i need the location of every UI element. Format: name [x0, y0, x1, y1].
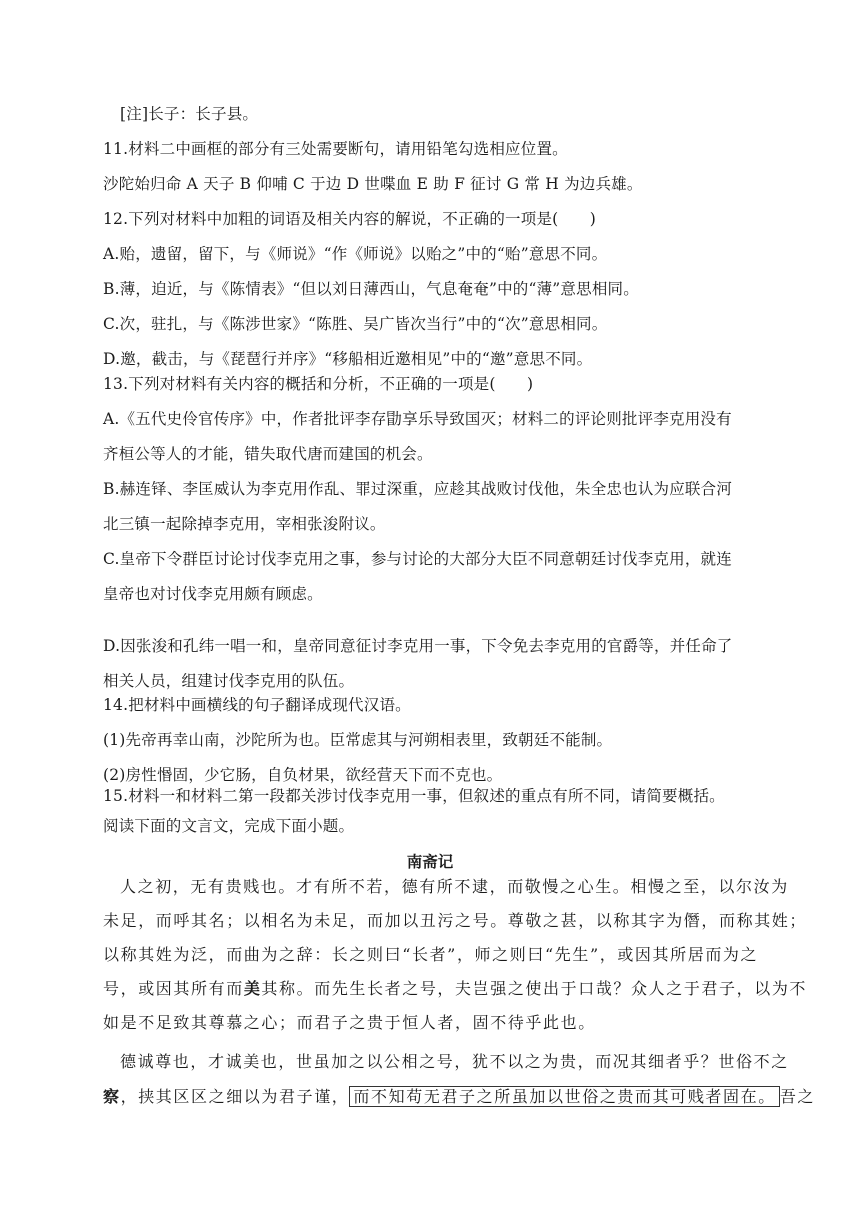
boxed-sentence: 而不知苟无君子之所虽加以世俗之贵而其可贱者固在。: [349, 1086, 779, 1107]
passage-p1-line4: [103, 979, 807, 999]
question-13-option-a-line1: A.《五代史伶官传序》中，作者批评李存勖享乐导致国灭；材料二的评论则批评李克用没有: [103, 410, 732, 428]
question-13-option-b-line2: 北三镇一起除掉李克用，宰相张浚附议。: [103, 515, 386, 533]
reading-instruction: 阅读下面的文言文，完成下面小题。: [103, 817, 355, 835]
passage-p2-line2: [103, 1087, 815, 1107]
question-15-stem: 15.材料一和材料二第一段都关涉讨伐李克用一事，但叙述的重点有所不同，请简要概括。: [103, 787, 725, 805]
passage-p2-line1: 德诚尊也，才诚美也，世虽加之以公相之号，犹不以之为贵，而况其细者乎？世俗不之: [120, 1052, 789, 1071]
passage-p1-line4-pre: 号，或因其所有而: [103, 979, 244, 998]
question-14-sentence-1: (1)先帝再幸山南，沙陀所为也。臣常虑其与河朔相表里，致朝廷不能制。: [103, 731, 613, 749]
question-13-option-b-line1: B.赫连铎、李匡威认为李克用作乱、罪过深重，应趁其战败讨伐他，朱全忠也认为应联合河: [103, 480, 733, 498]
passage-p1-line5: 如是不足致其尊慕之心；而君子之贵于恒人者，固不待乎此也。: [103, 1013, 596, 1032]
question-13-option-d-line1: D.因张浚和孔纬一唱一和，皇帝同意征讨李克用一事，下令免去李克用的官爵等，并任命了: [103, 637, 733, 655]
passage-p1-line1: 人之初，无有贵贱也。才有所不若，德有所不逮，而敬慢之心生。相慢之至，以尔汝为: [120, 877, 789, 896]
question-12-option-d: D.邀，截击，与《琵琶行并序》“移船相近邀相见”中的“邀”意思不同。: [103, 350, 593, 368]
passage-title: 南斋记: [406, 852, 454, 871]
question-14-sentence-2: (2)房性惽固，少它肠，自负材果，欲经营天下而不克也。: [103, 766, 503, 784]
question-12-stem: 12.下列对材料中加粗的词语及相关内容的解说，不正确的一项是( ): [103, 210, 597, 228]
note-text: [注]长子：长子县。: [120, 105, 259, 123]
passage-p1-line4-post: 其称。而先生长者之号，夫岂强之使出于口哉？众人之于君子，以为不: [261, 979, 808, 998]
passage-p2-line2-pre: ，挟其区区之细以为君子谨，: [120, 1087, 350, 1106]
question-13-option-d-line2: 相关人员，组建讨伐李克用的队伍。: [103, 672, 355, 690]
question-13-option-a-line2: 齐桓公等人的才能，错失取代唐而建国的机会。: [103, 445, 433, 463]
passage-p1-line3: 以称其姓为泛，而曲为之辞：长之则曰“长者”，师之则曰“先生”，或因其所居而为之: [103, 945, 759, 964]
passage-p2-line2-post: 吾之: [779, 1087, 816, 1106]
question-12-option-b: B.薄，迫近，与《陈情表》“但以刘日薄西山，气息奄奄”中的“薄”意思相同。: [103, 280, 639, 298]
question-12-option-a: A.贻，遗留，留下，与《师说》“作《师说》以贻之”中的“贻”意思不同。: [103, 245, 608, 263]
bold-word-mei: 美: [243, 979, 262, 998]
question-14-stem: 14.把材料中画横线的句子翻译成现代汉语。: [103, 696, 411, 714]
question-11-stem: 11.材料二中画框的部分有三处需要断句，请用铅笔勾选相应位置。: [103, 140, 568, 158]
question-13-stem: 13.下列对材料有关内容的概括和分析，不正确的一项是( ): [103, 375, 534, 393]
question-13-option-c-line1: C.皇帝下令群臣讨论讨伐李克用之事，参与讨论的大部分大臣不同意朝廷讨伐李克用，就连: [103, 550, 732, 568]
question-12-option-c: C.次，驻扎，与《陈涉世家》“陈胜、吴广皆次当行”中的“次”意思相同。: [103, 315, 608, 333]
question-13-option-c-line2: 皇帝也对讨伐李克用颇有顾虑。: [103, 585, 323, 603]
passage-p1-line2: 未足，而呼其名；以相名为未足，而加以丑污之号。尊敬之甚，以称其字为僭，而称其姓；: [103, 911, 808, 930]
question-11-sentence: 沙陀始归命 A 天子 B 仰哺 C 于边 D 世喋血 E 助 F 征讨 G 常 H 为边兵雄。: [103, 175, 643, 193]
bold-word-cha: 察: [103, 1087, 121, 1106]
